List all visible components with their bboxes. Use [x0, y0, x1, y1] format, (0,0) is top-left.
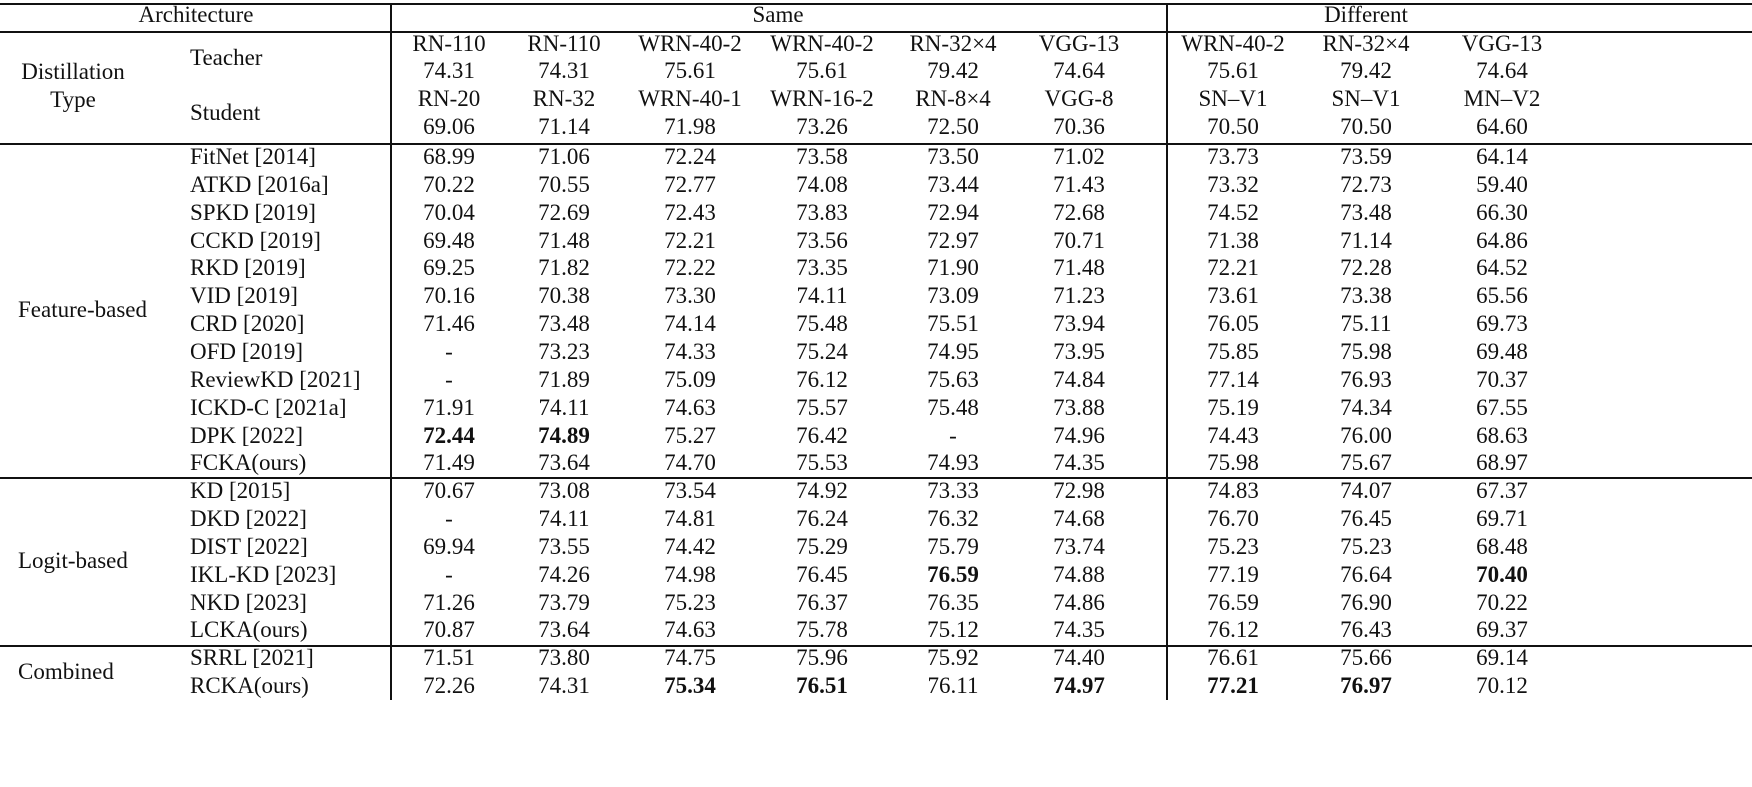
result-cell: 76.05: [1207, 311, 1259, 337]
header-teachers-cell: VGG-13: [1038, 31, 1120, 56]
result-cell: 73.38: [1340, 283, 1392, 309]
result-cell: 75.23: [664, 589, 716, 615]
result-cell: 72.28: [1340, 255, 1392, 281]
result-cell: 69.71: [1476, 506, 1528, 532]
result-cell: 73.95: [1053, 338, 1105, 364]
result-cell: 75.23: [1207, 533, 1259, 559]
method-name: KD [2015]: [190, 478, 291, 504]
result-cell: 74.43: [1207, 422, 1259, 448]
result-cell: 74.83: [1207, 478, 1259, 504]
header-teachers-cell: VGG-13: [1461, 31, 1543, 56]
header-teacher-acc-cell: 75.61: [796, 58, 848, 83]
result-cell: 69.73: [1476, 311, 1528, 337]
result-cell: 67.37: [1476, 478, 1528, 504]
result-cell: -: [949, 422, 957, 448]
result-cell: 72.69: [538, 199, 590, 225]
result-cell-best: 76.51: [796, 673, 848, 699]
result-cell: 74.35: [1053, 450, 1105, 476]
result-cell: 73.74: [1053, 533, 1105, 559]
result-cell: 74.14: [664, 311, 716, 337]
result-cell-best: 76.59: [927, 561, 979, 587]
result-cell: 74.26: [538, 561, 590, 587]
method-name: FitNet [2014]: [190, 144, 316, 169]
header-teachers-cell: WRN-40-2: [770, 31, 874, 56]
group-label: Feature-based: [18, 297, 147, 323]
result-cell: 72.26: [423, 673, 475, 699]
result-cell: 76.42: [796, 422, 848, 448]
header-teachers-cell: WRN-40-2: [638, 31, 742, 56]
result-cell: 74.75: [664, 645, 716, 671]
header-student: Student: [190, 100, 261, 125]
result-cell: 76.35: [927, 589, 979, 615]
result-cell: 74.42: [664, 533, 716, 559]
header-teacher-acc-cell: 79.42: [927, 58, 979, 83]
result-cell: 76.93: [1340, 366, 1392, 392]
result-cell-best: 72.44: [423, 422, 475, 448]
result-cell: 73.48: [1340, 199, 1392, 225]
result-cell: 75.09: [664, 366, 716, 392]
header-students-cell: WRN-16-2: [770, 86, 874, 111]
result-cell: 74.68: [1053, 506, 1105, 532]
result-cell: 73.54: [664, 478, 716, 504]
header-student-acc-cell: 71.14: [538, 114, 590, 139]
result-cell: 72.68: [1053, 199, 1105, 225]
result-cell: 74.98: [664, 561, 716, 587]
result-cell: 74.93: [927, 450, 979, 476]
result-cell: 73.50: [927, 144, 979, 169]
header-same: Same: [752, 2, 804, 27]
result-cell: 72.97: [927, 227, 979, 253]
header-students-cell: SN–V1: [1331, 86, 1401, 111]
header-type: Type: [50, 87, 96, 112]
header-teachers-cell: RN-110: [412, 31, 486, 56]
method-name: IKL-KD [2023]: [190, 561, 337, 587]
result-cell: 75.96: [796, 645, 848, 671]
header-teachers-cell: RN-110: [527, 31, 601, 56]
result-cell: 75.63: [927, 366, 979, 392]
result-cell: 69.25: [423, 255, 475, 281]
result-cell: 75.78: [796, 617, 848, 643]
result-cell: 68.48: [1476, 533, 1528, 559]
result-cell: 75.53: [796, 450, 848, 476]
result-cell: 72.21: [664, 227, 716, 253]
result-cell: 69.48: [1476, 338, 1528, 364]
header-students-cell: SN–V1: [1198, 86, 1268, 111]
result-cell-best: 76.97: [1340, 673, 1392, 699]
result-cell: 71.38: [1207, 227, 1259, 253]
header-students-cell: VGG-8: [1044, 86, 1114, 111]
result-cell: 73.61: [1207, 283, 1259, 309]
result-cell: 64.86: [1476, 227, 1528, 253]
result-cell: 74.11: [538, 506, 590, 532]
result-cell: 74.31: [538, 673, 590, 699]
result-cell: 72.21: [1207, 255, 1259, 281]
result-cell: 74.33: [664, 338, 716, 364]
method-name: ReviewKD [2021]: [190, 366, 361, 392]
result-cell: 71.51: [423, 645, 475, 671]
result-cell: 76.64: [1340, 561, 1392, 587]
result-cell: 74.08: [796, 171, 848, 197]
result-cell: 70.16: [423, 283, 475, 309]
result-cell: 75.85: [1207, 338, 1259, 364]
result-cell: 73.88: [1053, 394, 1105, 420]
header-teacher-acc-cell: 75.61: [1207, 58, 1259, 83]
result-cell: 76.11: [927, 673, 979, 699]
result-cell: 75.92: [927, 645, 979, 671]
result-cell: 76.37: [796, 589, 848, 615]
result-cell: 75.66: [1340, 645, 1392, 671]
header-teacher-acc-cell: 74.31: [423, 58, 475, 83]
result-cell: 73.83: [796, 199, 848, 225]
header-students-cell: MN–V2: [1463, 86, 1541, 111]
header-student-acc-cell: 64.60: [1476, 114, 1528, 139]
result-cell: 69.14: [1476, 645, 1528, 671]
header-student-acc-cell: 70.36: [1053, 114, 1105, 139]
method-name: LCKA(ours): [190, 617, 308, 643]
result-cell: 76.32: [927, 506, 979, 532]
result-cell: 75.48: [796, 311, 848, 337]
method-name: SRRL [2021]: [190, 645, 314, 671]
header-teacher-acc-cell: 79.42: [1340, 58, 1392, 83]
result-cell: 73.08: [538, 478, 590, 504]
result-cell: 71.49: [423, 450, 475, 476]
result-cell: 69.94: [423, 533, 475, 559]
result-cell: 69.37: [1476, 617, 1528, 643]
result-cell-best: 74.97: [1053, 673, 1105, 699]
rule-top: [0, 3, 1752, 5]
result-cell: 75.51: [927, 311, 979, 337]
result-cell: 73.55: [538, 533, 590, 559]
result-cell: 74.96: [1053, 422, 1105, 448]
header-teachers-cell: WRN-40-2: [1181, 31, 1285, 56]
result-cell: 64.14: [1476, 144, 1528, 169]
result-cell: 74.07: [1340, 478, 1392, 504]
result-cell: 71.26: [423, 589, 475, 615]
result-cell: 74.34: [1340, 394, 1392, 420]
result-cell: 75.57: [796, 394, 848, 420]
result-cell: 64.52: [1476, 255, 1528, 281]
header-architecture: Architecture: [138, 2, 254, 27]
result-cell: 71.90: [927, 255, 979, 281]
header-students-cell: RN-32: [532, 86, 596, 111]
method-name: DKD [2022]: [190, 506, 307, 532]
result-cell: 73.44: [927, 171, 979, 197]
result-cell: 69.48: [423, 227, 475, 253]
result-cell: 71.48: [1053, 255, 1105, 281]
header-students-cell: RN-20: [417, 86, 481, 111]
result-cell: 76.70: [1207, 506, 1259, 532]
result-cell: 75.48: [927, 394, 979, 420]
result-cell: 73.23: [538, 338, 590, 364]
result-cell: 74.52: [1207, 199, 1259, 225]
header-teacher-acc-cell: 74.31: [538, 58, 590, 83]
group-label: Logit-based: [18, 547, 128, 573]
result-cell: 75.12: [927, 617, 979, 643]
result-cell: 74.84: [1053, 366, 1105, 392]
result-cell: 71.43: [1053, 171, 1105, 197]
result-cell: 77.19: [1207, 561, 1259, 587]
result-cell: 71.02: [1053, 144, 1105, 169]
result-cell: 75.23: [1340, 533, 1392, 559]
result-cell: 76.59: [1207, 589, 1259, 615]
result-cell: 73.73: [1207, 144, 1259, 169]
group-label: Combined: [18, 659, 114, 685]
rule-arch-divider: [390, 3, 392, 700]
result-cell: 74.88: [1053, 561, 1105, 587]
result-cell: 72.22: [664, 255, 716, 281]
result-cell: 70.55: [538, 171, 590, 197]
result-cell-best: 77.21: [1207, 673, 1259, 699]
method-name: NKD [2023]: [190, 589, 307, 615]
result-cell: 74.11: [538, 394, 590, 420]
header-students-cell: WRN-40-1: [638, 86, 742, 111]
result-cell: 73.30: [664, 283, 716, 309]
header-teachers-cell: RN-32×4: [909, 31, 997, 56]
result-cell: 74.63: [664, 394, 716, 420]
result-cell: 70.67: [423, 478, 475, 504]
result-cell: 76.45: [796, 561, 848, 587]
result-cell: 72.43: [664, 199, 716, 225]
header-student-acc-cell: 70.50: [1207, 114, 1259, 139]
result-cell: 71.46: [423, 311, 475, 337]
method-name: DIST [2022]: [190, 533, 308, 559]
result-cell: 75.19: [1207, 394, 1259, 420]
header-student-acc-cell: 69.06: [423, 114, 475, 139]
result-cell: -: [445, 561, 453, 587]
result-cell: -: [445, 506, 453, 532]
result-cell: 71.23: [1053, 283, 1105, 309]
result-cell: 65.56: [1476, 283, 1528, 309]
result-cell: 66.30: [1476, 199, 1528, 225]
result-cell: 75.98: [1207, 450, 1259, 476]
header-student-acc-cell: 71.98: [664, 114, 716, 139]
method-name: FCKA(ours): [190, 450, 307, 476]
result-cell: 70.71: [1053, 227, 1105, 253]
result-cell: 74.81: [664, 506, 716, 532]
method-name: DPK [2022]: [190, 422, 304, 448]
result-cell: 70.87: [423, 617, 475, 643]
method-name: CCKD [2019]: [190, 227, 321, 253]
result-cell-best: 70.40: [1476, 561, 1528, 587]
header-teacher-acc-cell: 74.64: [1476, 58, 1528, 83]
result-cell: 75.79: [927, 533, 979, 559]
result-cell: 75.27: [664, 422, 716, 448]
result-cell: 76.12: [1207, 617, 1259, 643]
result-cell: 74.92: [796, 478, 848, 504]
result-cell: 74.35: [1053, 617, 1105, 643]
result-cell: 76.61: [1207, 645, 1259, 671]
result-cell: 73.94: [1053, 311, 1105, 337]
result-cell: 67.55: [1476, 394, 1528, 420]
header-teacher: Teacher: [190, 45, 263, 70]
result-cell: 71.14: [1340, 227, 1392, 253]
header-teacher-acc-cell: 74.64: [1053, 58, 1105, 83]
result-cell: 75.29: [796, 533, 848, 559]
result-cell: 73.32: [1207, 171, 1259, 197]
result-cell: 70.22: [423, 171, 475, 197]
result-cell: 70.22: [1476, 589, 1528, 615]
header-student-acc-cell: 73.26: [796, 114, 848, 139]
result-cell: -: [445, 366, 453, 392]
result-cell: 74.11: [796, 283, 848, 309]
result-cell: 72.24: [664, 144, 716, 169]
result-cell: 68.99: [423, 144, 475, 169]
result-cell: 70.37: [1476, 366, 1528, 392]
result-cell: 71.48: [538, 227, 590, 253]
result-cell: 73.35: [796, 255, 848, 281]
result-cell: 75.98: [1340, 338, 1392, 364]
result-cell: 74.63: [664, 617, 716, 643]
result-cell: 68.63: [1476, 422, 1528, 448]
result-cell-best: 75.34: [664, 673, 716, 699]
result-cell: 72.77: [664, 171, 716, 197]
result-cell: 73.09: [927, 283, 979, 309]
result-cell: 75.24: [796, 338, 848, 364]
result-cell: 74.95: [927, 338, 979, 364]
result-cell: 71.89: [538, 366, 590, 392]
result-cell: 71.91: [423, 394, 475, 420]
method-name: ATKD [2016a]: [190, 171, 329, 197]
result-cell: 74.70: [664, 450, 716, 476]
method-name: OFD [2019]: [190, 338, 304, 364]
method-name: VID [2019]: [190, 283, 298, 309]
result-cell: 74.86: [1053, 589, 1105, 615]
result-cell: 59.40: [1476, 171, 1528, 197]
result-cell: 73.58: [796, 144, 848, 169]
method-name: SPKD [2019]: [190, 199, 316, 225]
result-cell: 73.64: [538, 450, 590, 476]
result-cell: 73.64: [538, 617, 590, 643]
header-teacher-acc-cell: 75.61: [664, 58, 716, 83]
header-different: Different: [1324, 2, 1408, 27]
result-cell: 76.24: [796, 506, 848, 532]
header-student-acc-cell: 72.50: [927, 114, 979, 139]
result-cell: 73.79: [538, 589, 590, 615]
header-students-cell: RN-8×4: [915, 86, 991, 111]
rule-same-different-divider: [1166, 3, 1168, 700]
result-cell: 76.00: [1340, 422, 1392, 448]
header-student-acc-cell: 70.50: [1340, 114, 1392, 139]
result-cell: 71.06: [538, 144, 590, 169]
header-teachers-cell: RN-32×4: [1322, 31, 1410, 56]
result-cell: 77.14: [1207, 366, 1259, 392]
result-cell: 73.48: [538, 311, 590, 337]
header-distillation: Distillation: [21, 59, 125, 84]
result-cell: 73.80: [538, 645, 590, 671]
result-cell: 75.67: [1340, 450, 1392, 476]
result-cell: 76.43: [1340, 617, 1392, 643]
method-name: RCKA(ours): [190, 673, 309, 699]
result-cell-best: 74.89: [538, 422, 590, 448]
result-cell: 74.40: [1053, 645, 1105, 671]
method-name: ICKD-C [2021a]: [190, 394, 347, 420]
result-cell: 71.82: [538, 255, 590, 281]
method-name: RKD [2019]: [190, 255, 306, 281]
result-cell: 76.45: [1340, 506, 1392, 532]
result-cell: -: [445, 338, 453, 364]
result-cell: 76.12: [796, 366, 848, 392]
result-cell: 70.04: [423, 199, 475, 225]
result-cell: 76.90: [1340, 589, 1392, 615]
result-cell: 68.97: [1476, 450, 1528, 476]
result-cell: 70.12: [1476, 673, 1528, 699]
result-cell: 73.33: [927, 478, 979, 504]
result-cell: 72.98: [1053, 478, 1105, 504]
result-cell: 72.94: [927, 199, 979, 225]
result-cell: 75.11: [1340, 311, 1392, 337]
result-cell: 73.59: [1340, 144, 1392, 169]
result-cell: 72.73: [1340, 171, 1392, 197]
result-cell: 73.56: [796, 227, 848, 253]
method-name: CRD [2020]: [190, 311, 305, 337]
result-cell: 70.38: [538, 283, 590, 309]
